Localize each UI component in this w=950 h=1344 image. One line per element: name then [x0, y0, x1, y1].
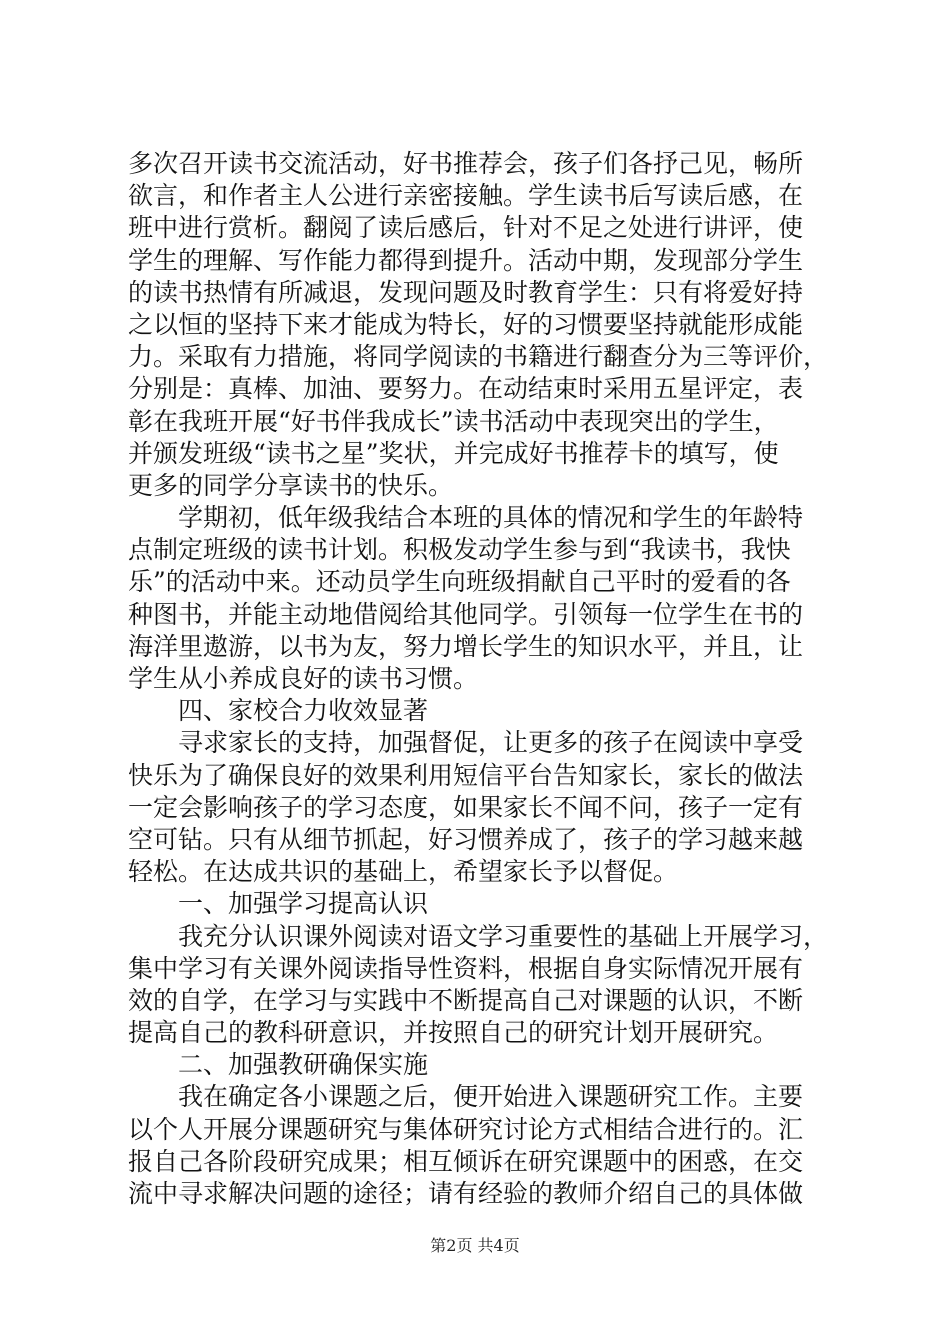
text-line: 多次召开读书交流活动，好书推荐会，孩子们各抒己见，畅所 — [128, 149, 804, 178]
page-footer — [0, 1236, 950, 1256]
text-line: 四、家校合力收效显著 — [178, 696, 429, 726]
paragraph — [128, 921, 828, 1050]
text-line: 班中进行赏析。翻阅了读后感后，针对不足之处进行讲评，使 — [128, 213, 804, 243]
text-line: 集中学习有关课外阅读指导性资料，根据自身实际情况开展有 — [128, 953, 804, 983]
text-line: 快乐为了确保良好的效果利用短信平台告知家长，家长的做法 — [128, 760, 804, 790]
text-line: 力。采取有力措施，将同学阅读的书籍进行翻查分为三等评价， — [128, 342, 829, 372]
page-number: 第2页 共4页 — [430, 1236, 520, 1255]
text-line: 以个人开展分课题研究与集体研究讨论方式相结合进行的。汇 — [128, 1114, 804, 1144]
document-body — [128, 148, 828, 1210]
text-line: 海洋里遨游，以书为友，努力增长学生的知识水平，并且，让 — [128, 631, 804, 661]
text-line: 二、加强教研确保实施 — [178, 1050, 429, 1080]
text-line: 流中寻求解决问题的途径；请有经验的教师介绍自己的具体做 — [128, 1179, 804, 1208]
paragraph — [128, 502, 828, 695]
text-line: 更多的同学分享读书的快乐。 — [128, 470, 454, 500]
text-line: 我在确定各小课题之后，便开始进入课题研究工作。主要 — [178, 1082, 804, 1112]
text-line: 我充分认识课外阅读对语文学习重要性的基础上开展学习， — [178, 921, 829, 951]
text-line: 报自己各阶段研究成果；相互倾诉在研究课题中的困惑，在交 — [128, 1146, 804, 1176]
paragraph — [128, 148, 828, 502]
paragraph — [128, 1049, 828, 1081]
text-line: 学生从小养成良好的读书习惯。 — [128, 664, 479, 693]
paragraph — [128, 695, 828, 727]
text-line: 乐”的活动中来。还动员学生向班级捐献自己平时的爱看的各 — [128, 567, 791, 597]
text-line: 之以恒的坚持下来才能成为特长，好的习惯要坚持就能形成能 — [128, 309, 804, 339]
paragraph — [128, 888, 828, 920]
paragraph — [128, 1081, 828, 1210]
text-line: 空可钻。只有从细节抓起，好习惯养成了，孩子的学习越来越 — [128, 824, 804, 854]
text-line: 的读书热情有所减退，发现问题及时教育学生：只有将爱好持 — [128, 277, 804, 307]
text-line: 效的自学，在学习与实践中不断提高自己对课题的认识，不断 — [128, 985, 804, 1015]
text-line: 一、加强学习提高认识 — [178, 889, 429, 919]
paragraph — [128, 727, 828, 888]
text-line: 轻松。在达成共识的基础上，希望家长予以督促。 — [128, 857, 679, 887]
text-line: 并颁发班级“读书之星”奖状，并完成好书推荐卡的填写，使 — [128, 438, 779, 468]
text-line: 提高自己的教科研意识，并按照自己的研究计划开展研究。 — [128, 1018, 779, 1048]
text-line: 一定会影响孩子的学习态度，如果家长不闻不问，孩子一定有 — [128, 792, 804, 822]
text-line: 种图书，并能主动地借阅给其他同学。引领每一位学生在书的 — [128, 599, 804, 629]
text-line: 学期初，低年级我结合本班的具体的情况和学生的年龄特 — [178, 503, 804, 533]
text-line: 欲言，和作者主人公进行亲密接触。学生读书后写读后感，在 — [128, 181, 804, 211]
text-line: 寻求家长的支持，加强督促，让更多的孩子在阅读中享受 — [178, 728, 804, 758]
text-line: 分别是：真棒、加油、要努力。在动结束时采用五星评定，表 — [128, 374, 804, 404]
text-line: 彰在我班开展“好书伴我成长”读书活动中表现突出的学生， — [128, 406, 779, 436]
text-line: 点制定班级的读书计划。积极发动学生参与到“我读书，我快 — [128, 535, 791, 565]
text-line: 学生的理解、写作能力都得到提升。活动中期，发现部分学生 — [128, 245, 804, 275]
